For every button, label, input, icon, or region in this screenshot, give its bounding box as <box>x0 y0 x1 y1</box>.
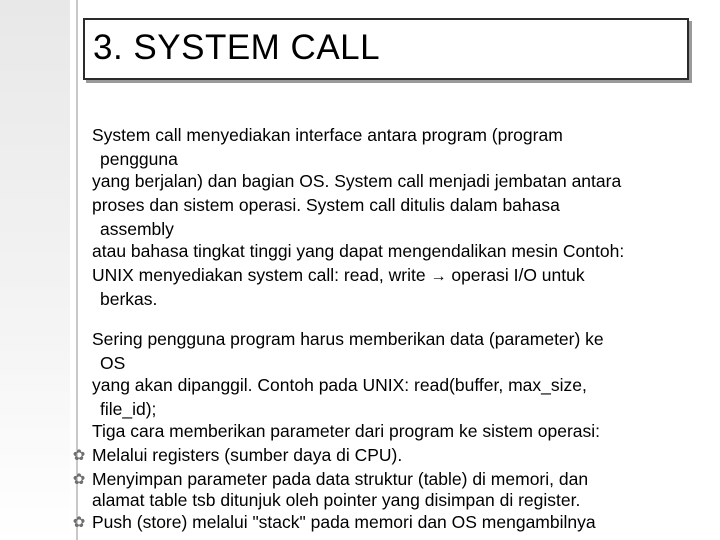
right-arrow-icon: → <box>430 268 447 285</box>
paragraph-1-line-4: atau bahasa tingkat tinggi yang dapat mengendalikan mesin Contoh: <box>92 241 625 261</box>
bullet-item <box>72 445 692 469</box>
left-decorative-rail <box>0 0 70 540</box>
paragraph-2-line-3: Tiga cara memberikan parameter dari program ke sistem operasi: <box>92 421 601 441</box>
flower-bullet-icon: ✿ <box>72 471 86 488</box>
paragraph-1-line-3-continued: assembly <box>100 219 174 239</box>
paragraph-1-line-5-continued: berkas. <box>100 289 158 309</box>
paragraph-1-line-1-continued: pengguna <box>100 149 178 169</box>
slide-body <box>72 125 692 536</box>
paragraph-1-line-5-end: operasi I/O untuk <box>446 265 585 285</box>
paragraph-1-line-1: System call menyediakan interface antara program (program <box>92 125 563 145</box>
bullet-text: Push (store) melalui "stack" pada memori dan OS mengambilnya <box>92 512 596 532</box>
bullet-text: Menyimpan parameter pada data struktur (table) di memori, dan <box>92 469 589 489</box>
bullet-item <box>72 469 692 490</box>
bullet-text: Melalui registers (sumber daya di CPU). <box>92 445 403 465</box>
paragraph-2-line-1: Sering pengguna program harus memberikan data (parameter) ke <box>92 329 604 349</box>
slide-title: 3. SYSTEM CALL <box>93 28 381 67</box>
paragraph-1-line-5 <box>92 265 692 289</box>
paragraph-2-line-2-continued: file_id); <box>100 399 157 419</box>
paragraph-2-line-1-continued: OS <box>100 353 126 373</box>
title-box <box>83 18 689 80</box>
paragraph-gap <box>92 311 692 329</box>
paragraph-1-line-2: yang berjalan) dan bagian OS. System call menjadi jembatan antara <box>92 171 622 191</box>
flower-bullet-icon: ✿ <box>72 514 86 531</box>
paragraph-2-line-2: yang akan dipanggil. Contoh pada UNIX: read(buffer, max_size, <box>92 375 587 395</box>
paragraph-2 <box>72 329 692 536</box>
paragraph-1-line-5-start: UNIX menyediakan system call: read, write <box>92 265 431 285</box>
paragraph-1 <box>92 125 692 311</box>
bullet-item <box>72 512 692 536</box>
flower-bullet-icon: ✿ <box>72 447 86 464</box>
paragraph-1-line-3: proses dan sistem operasi. System call ditulis dalam bahasa <box>92 195 560 215</box>
bullet-text-continued: alamat table tsb ditunjuk oleh pointer yang disimpan di register. <box>92 490 581 510</box>
